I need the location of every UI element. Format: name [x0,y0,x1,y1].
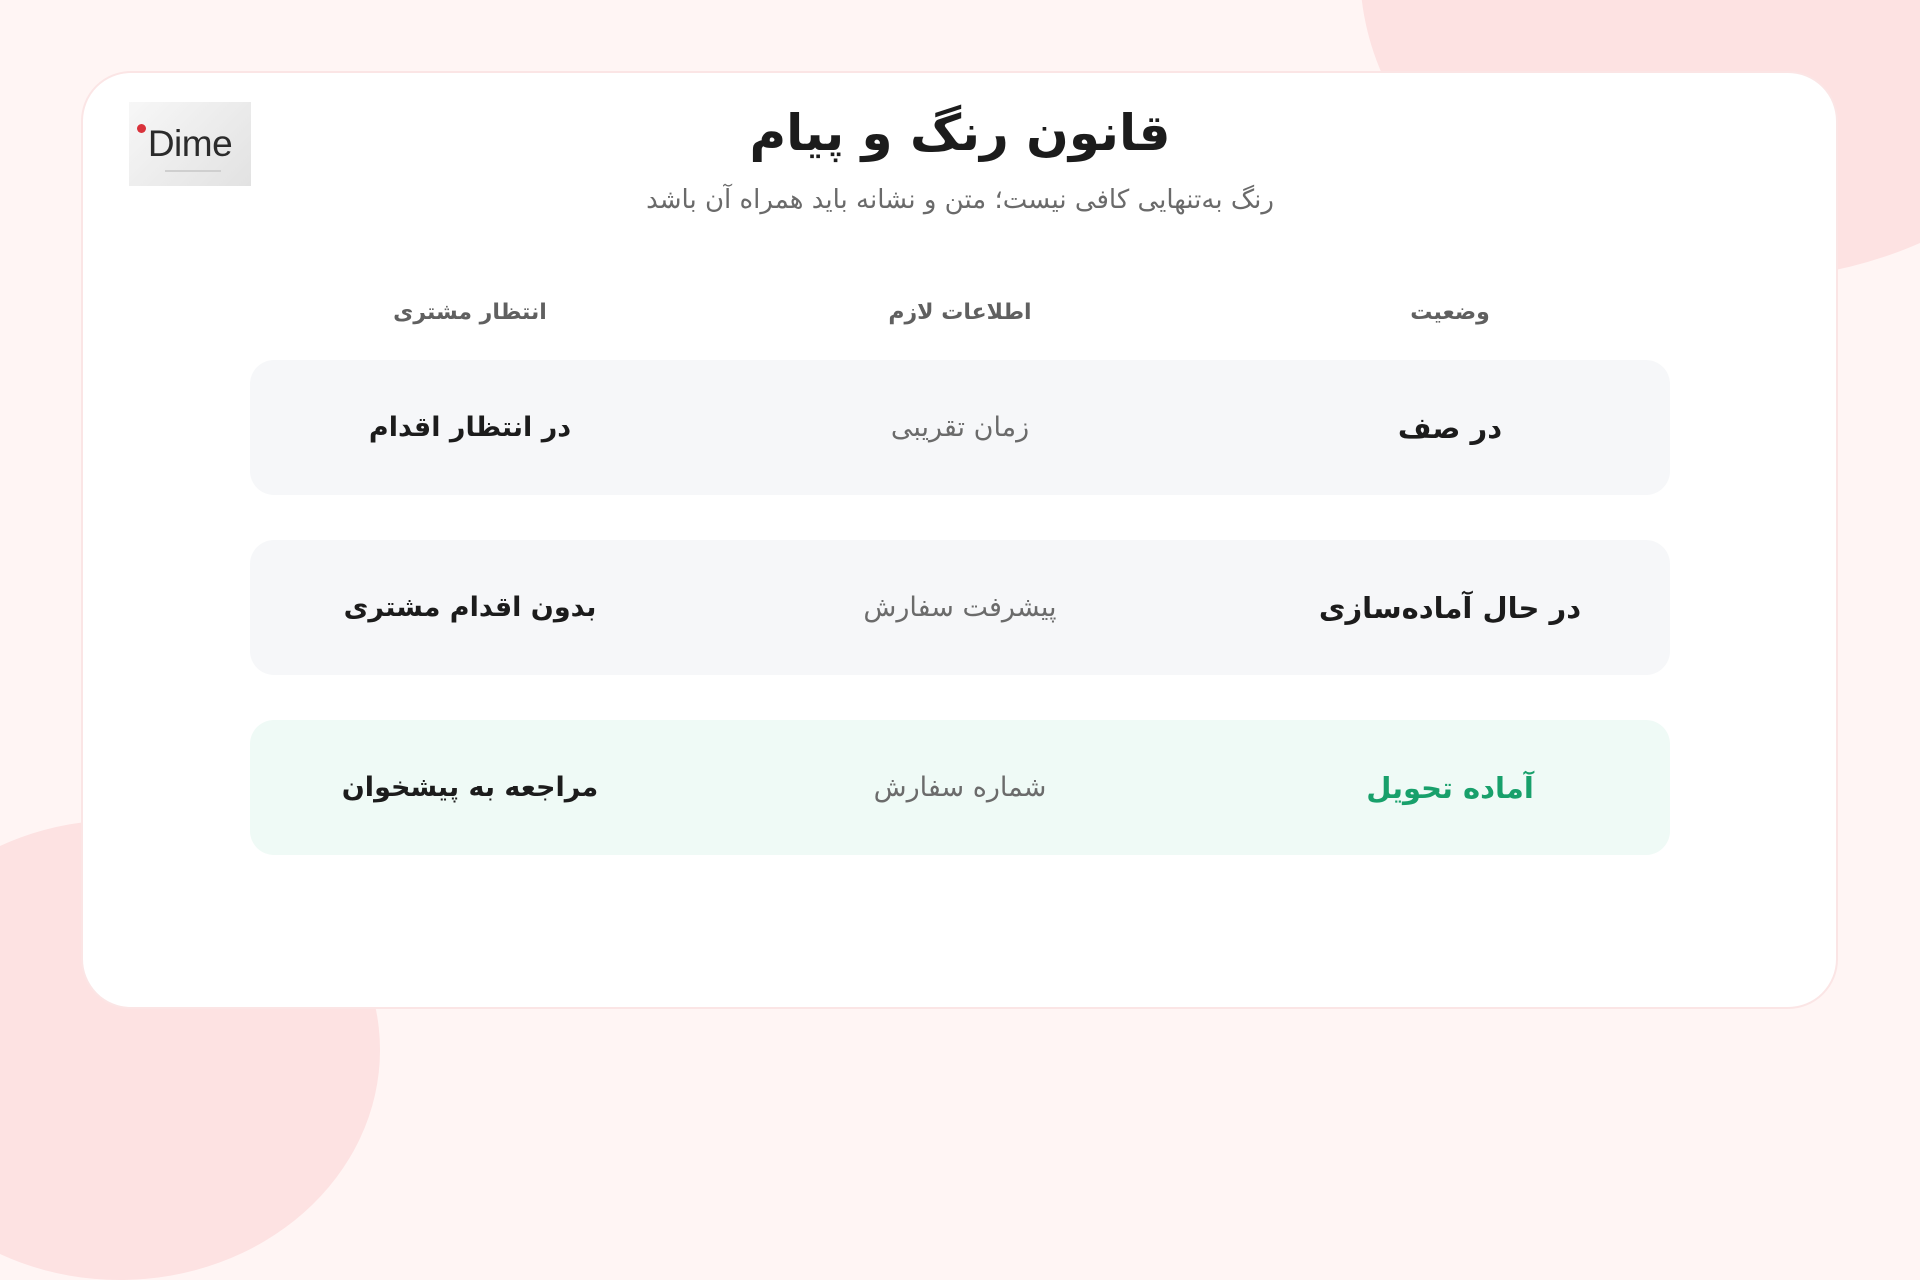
expectation-cell: مراجعه به پیشخوان [341,772,599,803]
info-cell: زمان تقریبی [890,412,1030,443]
column-header-expectation: انتظار مشتری [393,300,547,325]
logo-accent-dot [137,124,146,133]
logo-text: Dime [147,123,233,164]
status-cell: آماده تحویل [1366,770,1534,805]
logo-tagline-line [165,170,221,172]
expectation-cell: در انتظار اقدام [368,412,572,443]
expectation-cell: بدون اقدام مشتری [343,592,597,623]
slide-subtitle: رنگ به‌تنهایی کافی نیست؛ متن و نشانه باید همراه آن باشد [646,185,1274,215]
dime-logo [129,102,251,186]
status-row-preparing [250,540,1670,675]
status-cell: در صف [1397,410,1503,445]
info-cell: پیشرفت سفارش [863,592,1057,623]
column-header-status: وضعیت [1410,300,1490,325]
status-cell: در حال آماده‌سازی [1318,590,1582,625]
slide-title: قانون رنگ و پیام [749,104,1171,162]
info-cell: شماره سفارش [873,772,1047,803]
status-row-queued [250,360,1670,495]
column-header-info: اطلاعات لازم [888,300,1032,325]
status-row-ready [250,720,1670,855]
